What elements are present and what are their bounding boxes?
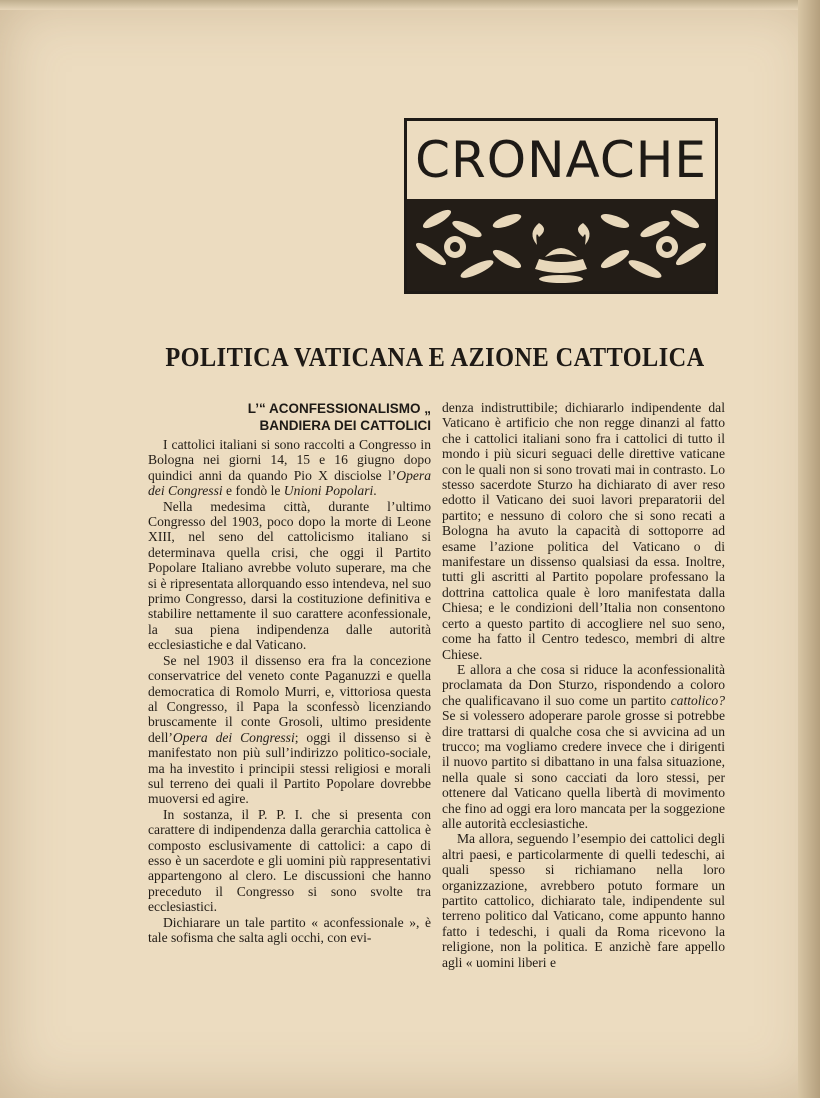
- ornamental-woodcut: [407, 199, 715, 291]
- paragraph: Dichiarare un tale partito « aconfessionale », è tale sofisma che salta agli occhi, con evi-: [148, 914, 431, 945]
- paragraph: E allora a che cosa si riduce la aconfessionalità proclamata da Don Sturzo, rispondendo a coloro che qualificavano il suo come un partito cattolico? Se si volessero adoperare parole grosse si potrebbe dire trattarsi di qualche cosa che si avvicina ad un trucco; ma vogliamo credere invece che i dirigenti il nuovo partito si dibattano in una falsa situazione, nella quale si sono cacciati da loro stessi, per ottenere dal Vaticano quella libertà di movimento che fino ad oggi era loro mancata per la soggezione alle autorità ecclesiastiche.: [442, 661, 725, 831]
- cronache-masthead: [404, 118, 718, 294]
- left-column: [148, 400, 431, 945]
- masthead-title: CRONACHE: [415, 131, 707, 189]
- section-title-line2: BANDIERA DEI CATTOLICI: [259, 418, 431, 433]
- paragraph: In sostanza, il P. P. I. che si presenta con carattere di indipendenza dalla gerarchia cattolica è composto esclusivamente di cattolici: a capo di esso è un sacerdote e gli uomini più rappresentativi appartengono al clero. Le discussioni che hanno preceduto il Congresso si sono svolte tra ecclesiastici.: [148, 806, 431, 915]
- paragraph: denza indistruttibile; dichiararlo indipendente dal Vaticano è artificio che non regge dinanzi al fatto che i cattolici italiani sono fra i cattolici di tutto il mondo i più sicuri seguaci delle direttive vaticane con le quali non si sono trovati mai in contrasto. Lo stesso sacerdote Sturzo ha dichiarato di aver reso edotto il Vaticano dei suoi lavori preparatorii del partito; e nessuno di coloro che si sono recati a Bologna ha avuto la capacità di sottoporre ad esame l’azione politica del Vaticano o di manifestare un dissenso qualsiasi da essa. Inoltre, tutti gli ascritti al Partito popolare professano la dottrina cattolica quale è loro manifestata dalla Chiesa; e le condizioni dell’Italia non consentono certo a questo partito di accogliere nel suo seno, come ha fatto il Centro tedesco, membri di altre Chiese.: [442, 400, 725, 662]
- section-title-line1: L’“ ACONFESSIONALISMO „: [247, 401, 431, 416]
- paragraph: I cattolici italiani si sono raccolti a Congresso in Bologna nei giorni 14, 15 e 16 giugno dopo quindici anni da quando Pio X disciolse l’Opera dei Congressi e fondò le Unioni Popolari.: [148, 437, 431, 499]
- paragraph: Nella medesima città, durante l’ultimo Congresso del 1903, poco dopo la morte di Leone XIII, nel seno del cattolicismo italiano si determinava quella crisi, che oggi il Partito Popolare Italiano avrebbe voluto superare, ma che si è ripresentata allorquando esso intendeva, nel suo primo Congresso, darsi la costituzione definitiva e stabilire nettamente il suo carattere aconfessionale, la sua piena indipendenza dalle autorità ecclesiastiche e dal Vaticano.: [148, 498, 431, 653]
- right-column: [442, 400, 725, 970]
- section-title: [148, 400, 431, 434]
- paragraph: Ma allora, seguendo l’esempio dei cattolici degli altri paesi, e particolarmente di quelli tedeschi, ai quali spesso si richiamano nella loro organizzazione, avrebbero potuto formare un partito cattolico, dichiarato tale, indipendente sul terreno politico dal Vaticano, come appunto hanno fatto i tedeschi, i quali da Roma ricevono la religione, non la politica. E anzichè fare appello agli « uomini liberi e: [442, 831, 725, 970]
- article-headline: POLITICA VATICANA E AZIONE CATTOLICA: [165, 342, 705, 372]
- paragraph: Se nel 1903 il dissenso era fra la concezione conservatrice del veneto conte Paganuzzi e quella democratica di Romolo Murri, e, vittoriosa questa al Congresso, il Papa la sconfessò licenziando bruscamente il conte Grosoli, ultimo presidente dell’Opera dei Congressi; oggi il dissenso si è manifestato non più sull’indirizzo politico-sociale, ma ha investito i principii stessi religiosi e morali sul terreno dei quali il Partito Popolare dovrebbe muoversi ed agire.: [148, 652, 431, 807]
- page-right-edge: [798, 0, 820, 1098]
- page-top-edge: [0, 0, 820, 10]
- vase-foliage-ornament: [407, 199, 715, 291]
